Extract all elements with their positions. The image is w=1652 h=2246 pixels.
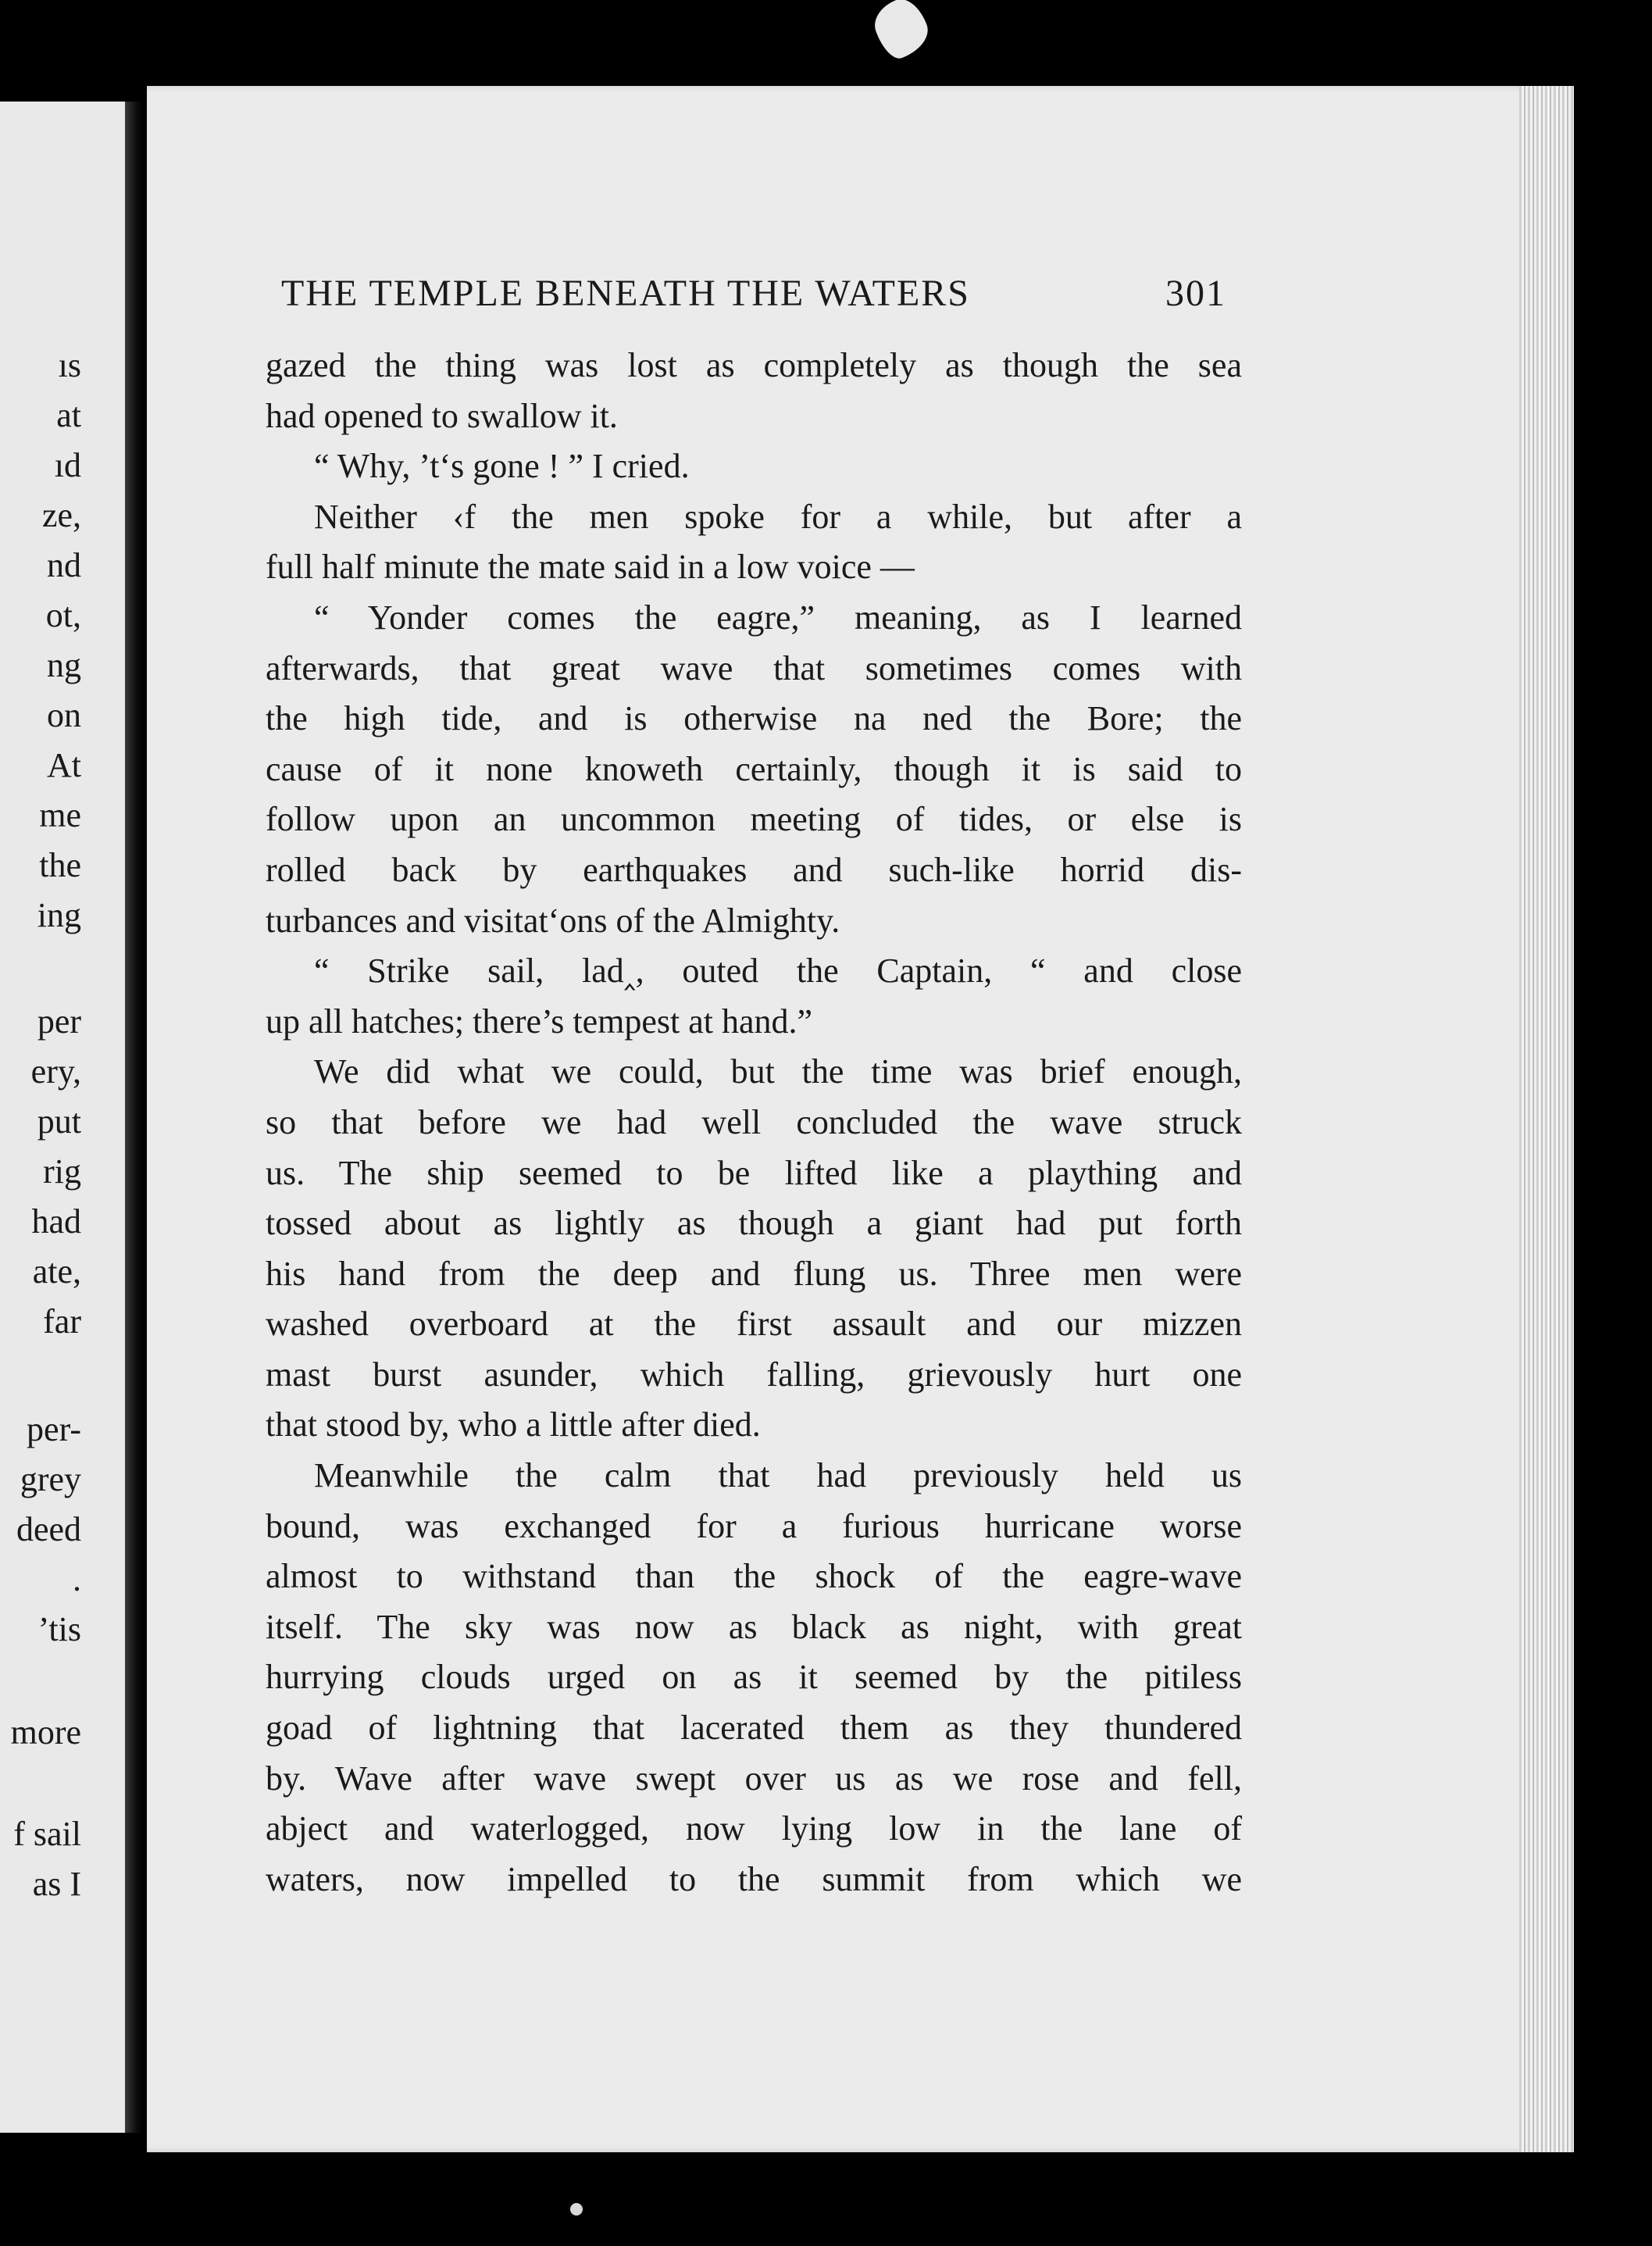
- page-stack-edge: [1519, 86, 1574, 2152]
- text-line: his hand from the deep and flung us. Three men were: [266, 1254, 1242, 1293]
- fragment-line: per: [37, 1002, 81, 1041]
- text-line: “ Why, ’t‘s gone ! ” I cried.: [314, 447, 690, 486]
- fragment-line: far: [43, 1302, 81, 1341]
- film-border: [1574, 86, 1652, 2152]
- text-line: so that before we had well concluded the wave struck: [266, 1102, 1242, 1141]
- text-line: itself. The sky was now as black as night, with great: [266, 1607, 1242, 1646]
- text-line: follow upon an uncommon meeting of tides, or else is: [266, 800, 1242, 839]
- text-line: gazed the thing was lost as completely as though the sea: [266, 346, 1242, 384]
- fragment-line: ot,: [45, 596, 81, 634]
- running-head: [281, 272, 1226, 315]
- text-line: rolled back by earthquakes and such-like horrid dis-: [266, 850, 1242, 889]
- text-line: Neither ‹f the men spoke for a while, but after a: [314, 497, 1242, 536]
- text-line: by. Wave after wave swept over us as we rose and fell,: [266, 1759, 1242, 1798]
- fragment-line: ıd: [54, 446, 81, 484]
- page-number: 301: [1165, 273, 1226, 314]
- text-line: waters, now impelled to the summit from which we: [266, 1859, 1242, 1898]
- text-line: the high tide, and is otherwise na ned the Bore; the: [266, 699, 1242, 738]
- book-gutter: [125, 102, 142, 2133]
- fragment-line: ’tis: [37, 1610, 81, 1648]
- fragment-line: ing: [37, 896, 81, 934]
- fragment-line: At: [47, 746, 81, 784]
- text-line: afterwards, that great wave that sometimes comes with: [266, 648, 1242, 687]
- fragment-line: the: [39, 846, 81, 884]
- fragment-line: f sail: [13, 1815, 81, 1853]
- fragment-line: had: [31, 1202, 81, 1241]
- text-line: had opened to swallow it.: [266, 396, 618, 435]
- text-line: full half minute the mate said in a low voice —: [266, 548, 915, 587]
- fragment-line: me: [39, 796, 81, 834]
- fragment-line: as I: [32, 1865, 81, 1903]
- text-line: Meanwhile the calm that had previously held us: [314, 1456, 1242, 1495]
- text-line: abject and waterlogged, now lying low in the lane of: [266, 1809, 1242, 1848]
- text-line: “ Yonder comes the eagre,” meaning, as I learned: [314, 598, 1242, 637]
- running-head-title: THE TEMPLE BENEATH THE WATERS: [281, 273, 970, 314]
- text-line: mast burst asunder, which falling, grievously hurt one: [266, 1355, 1242, 1394]
- text-line: almost to withstand than the shock of the eagre-wave: [266, 1557, 1242, 1596]
- text-line: turbances and visitat‘ons of the Almighty.: [266, 901, 840, 940]
- text-line: goad of lightning that lacerated them as they thundered: [266, 1709, 1242, 1748]
- page-body-text: [266, 341, 1242, 1905]
- text-line: us. The ship seemed to be lifted like a plaything and: [266, 1153, 1242, 1192]
- text-line: tossed about as lightly as though a giant had put forth: [266, 1204, 1242, 1243]
- fragment-line: nd: [47, 546, 81, 584]
- fragment-line: at: [56, 396, 81, 434]
- fragment-line: per-: [27, 1410, 81, 1448]
- fragment-line: ate,: [32, 1252, 81, 1291]
- fragment-line: ze,: [41, 496, 81, 534]
- text-line: cause of it none knoweth certainly, though it is said to: [266, 749, 1242, 788]
- fragment-line: .: [73, 1560, 81, 1598]
- text-line: bound, was exchanged for a furious hurricane worse: [266, 1506, 1242, 1545]
- fragment-line: on: [47, 696, 81, 734]
- fragment-line: more: [10, 1713, 81, 1751]
- fragment-line: deed: [16, 1510, 81, 1548]
- fragment-line: ng: [47, 646, 81, 684]
- text-line: We did what we could, but the time was brief enough,: [314, 1052, 1242, 1091]
- text-line: that stood by, who a little after died.: [266, 1405, 761, 1444]
- text-line: hurrying clouds urged on as it seemed by the pitiless: [266, 1658, 1242, 1697]
- fragment-line: ery,: [30, 1052, 81, 1091]
- fragment-line: rig: [43, 1152, 81, 1191]
- text-line: up all hatches; there’s tempest at hand.”: [266, 1002, 813, 1041]
- fragment-line: grey: [20, 1460, 81, 1498]
- fragment-line: ıs: [58, 346, 81, 384]
- fragment-line: put: [37, 1102, 81, 1141]
- film-blemish: [570, 2203, 583, 2216]
- text-line: washed overboard at the first assault and our mizzen: [266, 1305, 1242, 1344]
- text-line: “ Strike sail, lad‸, outed the Captain, “ and close: [314, 952, 1242, 991]
